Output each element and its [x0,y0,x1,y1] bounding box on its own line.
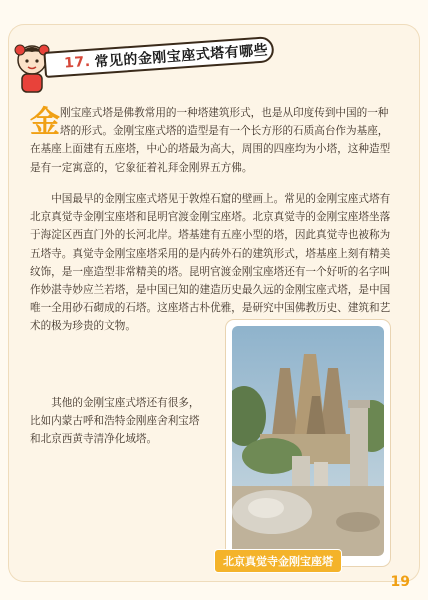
paragraph-1 [30,104,396,177]
section-title-text: 常见的金刚宝座式塔有哪些 [93,42,269,71]
page-number: 19 [390,574,410,590]
paragraph-1-text: 刚宝座式塔是佛教常用的一种塔建筑形式，也是从印度传到中国的一种塔的形式。金刚宝座式塔的造型是有一个长方形的石质高台作为基座，在基座上面建有五座塔，中心的塔最为高大，周围的四座均为小塔，这种造型是有一定寓意的，它象征着礼拜金刚界五方佛。 [30,107,391,174]
paragraph-3: 其他的金刚宝座式塔还有很多，比如内蒙古呼和浩特金刚座舍利宝塔和北京西黄寺清净化域塔。 [30,397,200,446]
drop-cap: 金 [30,105,60,140]
photo-caption: 北京真觉寺金刚宝座塔 [214,549,342,573]
paragraph-2: 中国最早的金刚宝座式塔见于敦煌石窟的壁画上。常见的金刚宝座式塔有北京真觉寺金刚宝座塔和昆明官渡金刚宝座塔。北京真觉寺的金刚宝座塔坐落于海淀区西直门外的长河北岸。塔基建有五座小型的塔，因此真觉寺也被称为五塔寺。真觉寺金刚宝座塔采用的是内砖外石的建筑形式，塔基座上刻有精美纹饰，是一座造型非常精美的塔。昆明官渡金刚宝座塔还有一个好听的名字叫作妙湛寺妙应兰若塔，是中国已知的建造历史最久远的金刚宝座式塔，是中国唯一全用砂石砌成的石塔。这座塔古朴优雅，是研究中国佛教历史、建筑和艺术的极为珍贵的文物。 [30,193,391,333]
temple-photo [232,326,384,556]
section-number: 17. [63,53,92,72]
